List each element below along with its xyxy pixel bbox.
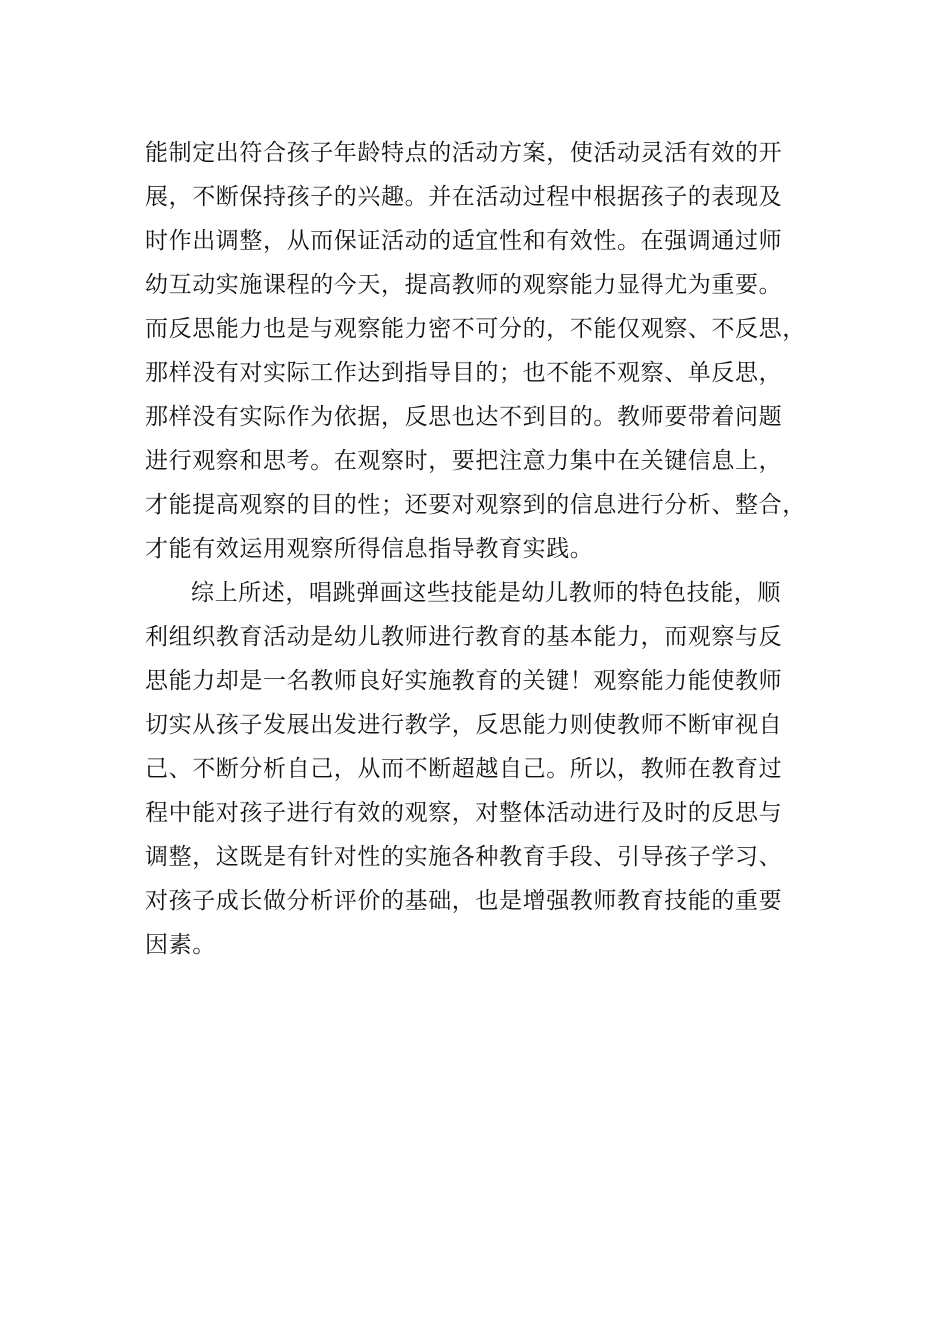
text-line: 进行观察和思考。在观察时，要把注意力集中在关键信息上， xyxy=(145,448,783,474)
text-line: 利组织教育活动是幼儿教师进行教育的基本能力，而观察与反 xyxy=(145,624,783,650)
text-line: 思能力却是一名教师良好实施教育的关键！观察能力能使教师 xyxy=(145,668,783,694)
text-line: 那样没有对实际工作达到指导目的；也不能不观察、单反思， xyxy=(145,360,783,386)
text-line: 对孩子成长做分析评价的基础，也是增强教师教育技能的重要 xyxy=(145,888,783,914)
text-line: 那样没有实际作为依据，反思也达不到目的。教师要带着问题 xyxy=(145,404,783,430)
text-line: 能制定出符合孩子年龄特点的活动方案，使活动灵活有效的开 xyxy=(145,140,783,166)
text-line: 才能提高观察的目的性；还要对观察到的信息进行分析、整合， xyxy=(145,492,806,518)
text-line: 切实从孩子发展出发进行教学，反思能力则使教师不断审视自 xyxy=(145,712,783,738)
text-line: 展，不断保持孩子的兴趣。并在活动过程中根据孩子的表现及 xyxy=(145,184,783,210)
document-body xyxy=(145,131,815,967)
text-line: 幼互动实施课程的今天，提高教师的观察能力显得尤为重要。 xyxy=(145,272,783,298)
text-line: 程中能对孩子进行有效的观察，对整体活动进行及时的反思与 xyxy=(145,800,783,826)
text-line: 调整，这既是有针对性的实施各种教育手段、引导孩子学习、 xyxy=(145,844,783,870)
text-line: 才能有效运用观察所得信息指导教育实践。 xyxy=(145,536,594,562)
text-line: 时作出调整，从而保证活动的适宜性和有效性。在强调通过师 xyxy=(145,228,783,254)
text-line: 因素。 xyxy=(145,932,216,958)
text-line-indented: 综上所述，唱跳弹画这些技能是幼儿教师的特色技能，顺 xyxy=(191,580,781,606)
text-line: 己、不断分析自己，从而不断超越自己。所以，教师在教育过 xyxy=(145,756,783,782)
text-line: 而反思能力也是与观察能力密不可分的，不能仅观察、不反思， xyxy=(145,316,806,342)
paragraph-1 xyxy=(145,131,815,571)
paragraph-2 xyxy=(145,571,815,967)
